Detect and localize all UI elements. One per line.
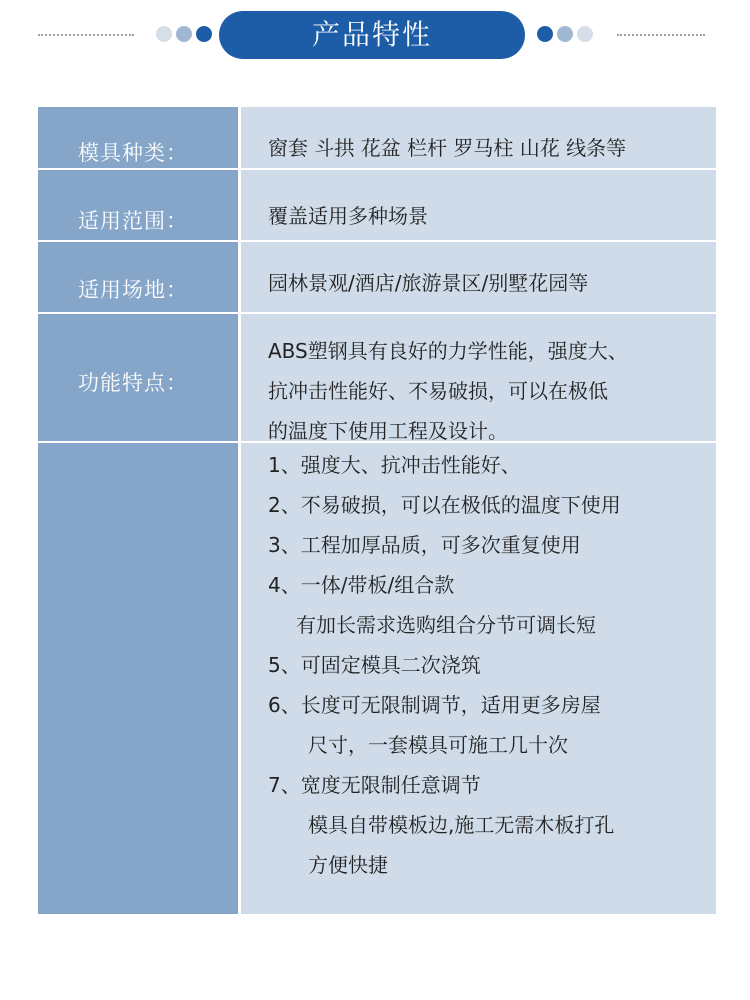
row-divider bbox=[38, 312, 716, 314]
feature-item: 7、宽度无限制任意调节 bbox=[268, 773, 481, 797]
feature-item: 5、可固定模具二次浇筑 bbox=[268, 653, 481, 677]
venues-label: 适用场地： bbox=[78, 278, 188, 302]
row-divider bbox=[38, 168, 716, 170]
feature-item: 2、不易破损，可以在极低的温度下使用 bbox=[268, 493, 621, 517]
mold-types-value: 窗套 斗拱 花盆 栏杆 罗马柱 山花 线条等 bbox=[268, 136, 627, 160]
section-header bbox=[0, 0, 750, 70]
feature-item-continuation: 有加长需求选购组合分节可调长短 bbox=[296, 613, 596, 637]
header-dot-medium bbox=[557, 26, 573, 42]
header-right-dotted-line bbox=[617, 34, 705, 36]
scope-value: 覆盖适用多种场景 bbox=[268, 204, 428, 228]
header-dot-medium bbox=[176, 26, 192, 42]
header-dot-dark bbox=[537, 26, 553, 42]
header-dot-light bbox=[156, 26, 172, 42]
venues-value: 园林景观/酒店/旅游景区/别墅花园等 bbox=[268, 271, 589, 295]
spec-table bbox=[38, 107, 716, 914]
feature-item-continuation: 方便快捷 bbox=[308, 853, 388, 877]
features-value-line: 的温度下使用工程及设计。 bbox=[268, 419, 508, 443]
header-dot-dark bbox=[196, 26, 212, 42]
section-title: 产品特性 bbox=[219, 11, 525, 59]
feature-item: 4、一体/带板/组合款 bbox=[268, 573, 455, 597]
feature-list bbox=[268, 445, 621, 885]
features-value-line: 抗冲击性能好、不易破损，可以在极低 bbox=[268, 379, 608, 403]
column-divider bbox=[238, 107, 241, 914]
features-label: 功能特点： bbox=[78, 371, 188, 395]
mold-types-label: 模具种类： bbox=[78, 141, 188, 165]
feature-item: 3、工程加厚品质，可多次重复使用 bbox=[268, 533, 581, 557]
header-left-dotted-line bbox=[38, 34, 134, 36]
features-value-line: ABS塑钢具有良好的力学性能，强度大、 bbox=[268, 339, 628, 363]
header-dot-light bbox=[577, 26, 593, 42]
row-divider bbox=[38, 240, 716, 242]
feature-item-continuation: 尺寸，一套模具可施工几十次 bbox=[308, 733, 568, 757]
feature-item-continuation: 模具自带模板边,施工无需木板打孔 bbox=[308, 813, 615, 837]
feature-item: 6、长度可无限制调节，适用更多房屋 bbox=[268, 693, 601, 717]
feature-item: 1、强度大、抗冲击性能好、 bbox=[268, 453, 521, 477]
scope-label: 适用范围： bbox=[78, 209, 188, 233]
